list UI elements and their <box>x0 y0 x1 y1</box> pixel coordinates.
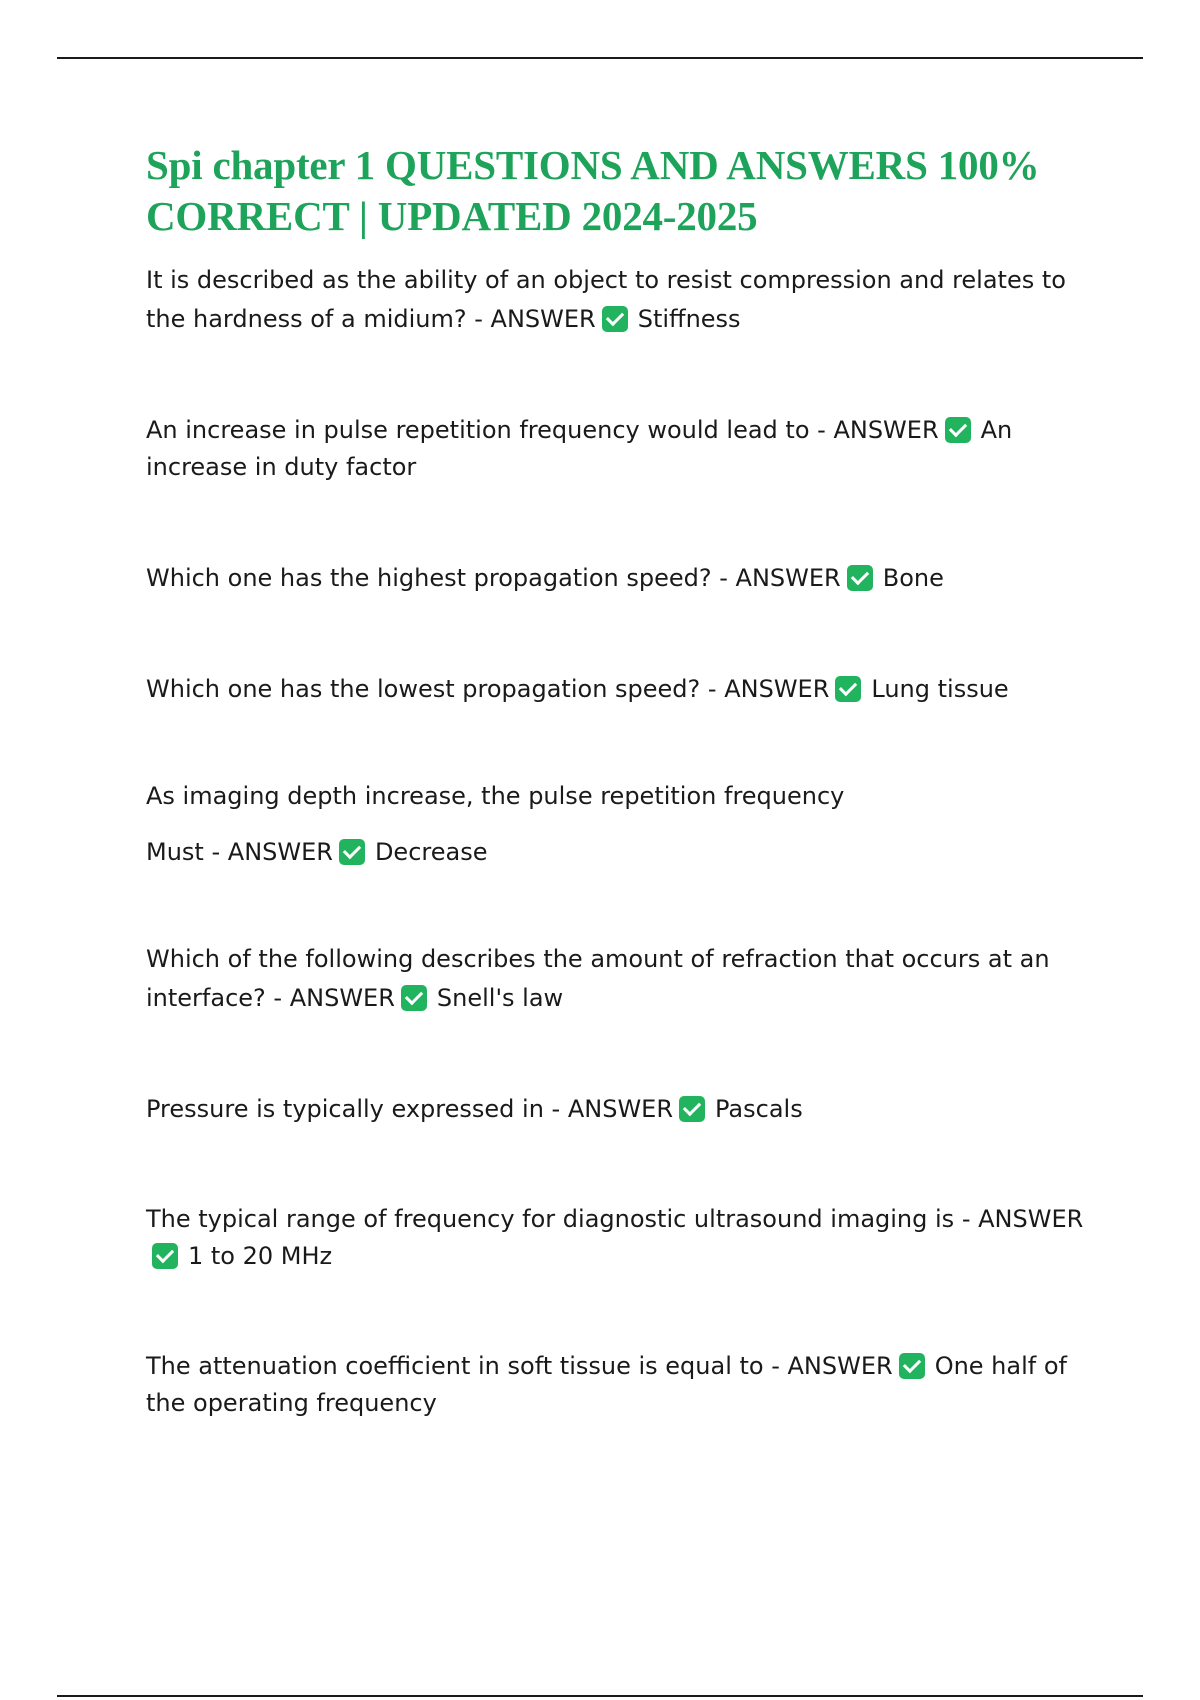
answer-text: Snell's law <box>436 984 564 1012</box>
answer-marker: - ANSWER <box>719 564 841 592</box>
qa-item <box>146 1348 1106 1422</box>
qa-item <box>146 940 1106 1018</box>
qa-item <box>146 1090 1106 1129</box>
answer-marker: - ANSWER <box>771 1352 893 1380</box>
qa-item <box>146 261 1106 339</box>
green-check-icon <box>847 565 873 591</box>
green-check-icon <box>679 1096 705 1122</box>
answer-text: An increase in duty factor <box>146 416 1013 481</box>
answer-text: 1 to 20 MHz <box>188 1242 333 1270</box>
answer-marker: - ANSWER <box>817 416 939 444</box>
question-text-line2: Must <box>146 838 204 866</box>
answer-text: Stiffness <box>637 305 741 333</box>
question-text: The attenuation coefficient in soft tissue is equal to <box>146 1352 764 1380</box>
question-text: An increase in pulse repetition frequency would lead to <box>146 416 810 444</box>
answer-marker: - ANSWER <box>211 838 333 866</box>
question-text: The typical range of frequency for diagnostic ultrasound imaging is <box>146 1205 955 1233</box>
answer-marker: - ANSWER <box>961 1205 1084 1233</box>
answer-text: Lung tissue <box>871 675 1009 703</box>
question-text: Pressure is typically expressed in <box>146 1095 544 1123</box>
question-text: Which one has the lowest propagation speed? <box>146 675 701 703</box>
qa-item <box>146 412 1106 486</box>
answer-marker: - ANSWER <box>474 305 596 333</box>
question-continuation <box>146 833 1106 872</box>
green-check-icon <box>339 839 365 865</box>
qa-item <box>146 559 1106 598</box>
answer-marker: - ANSWER <box>707 675 830 703</box>
green-check-icon <box>899 1353 925 1379</box>
answer-marker: - ANSWER <box>551 1095 674 1123</box>
answer-text: Decrease <box>374 838 488 866</box>
green-check-icon <box>945 417 971 443</box>
green-check-icon <box>602 306 628 332</box>
bottom-rule <box>57 1695 1143 1697</box>
answer-text: Bone <box>882 564 944 592</box>
question-text: Which of the following describes the amount of refraction that occurs at an interface? <box>146 945 1050 1012</box>
green-check-icon <box>835 676 861 702</box>
answer-marker: - ANSWER <box>273 984 395 1012</box>
top-rule <box>57 57 1143 59</box>
answer-text: One half of the operating frequency <box>146 1352 1067 1417</box>
question-text: Which one has the highest propagation speed? <box>146 564 712 592</box>
document-body <box>146 140 1106 1417</box>
question-text: It is described as the ability of an object to resist compression and relates to the hardness of a midium? <box>146 266 1066 333</box>
green-check-icon <box>401 985 427 1011</box>
qa-item <box>146 1201 1106 1275</box>
answer-text: Pascals <box>715 1095 803 1123</box>
question-text: As imaging depth increase, the pulse repetition frequency <box>146 782 845 810</box>
document-title: Spi chapter 1 QUESTIONS AND ANSWERS 100% CORRECT | UPDATED 2024-2025 <box>146 142 1040 239</box>
green-check-icon <box>152 1243 178 1269</box>
qa-item <box>146 777 1106 872</box>
qa-item <box>146 670 1106 709</box>
